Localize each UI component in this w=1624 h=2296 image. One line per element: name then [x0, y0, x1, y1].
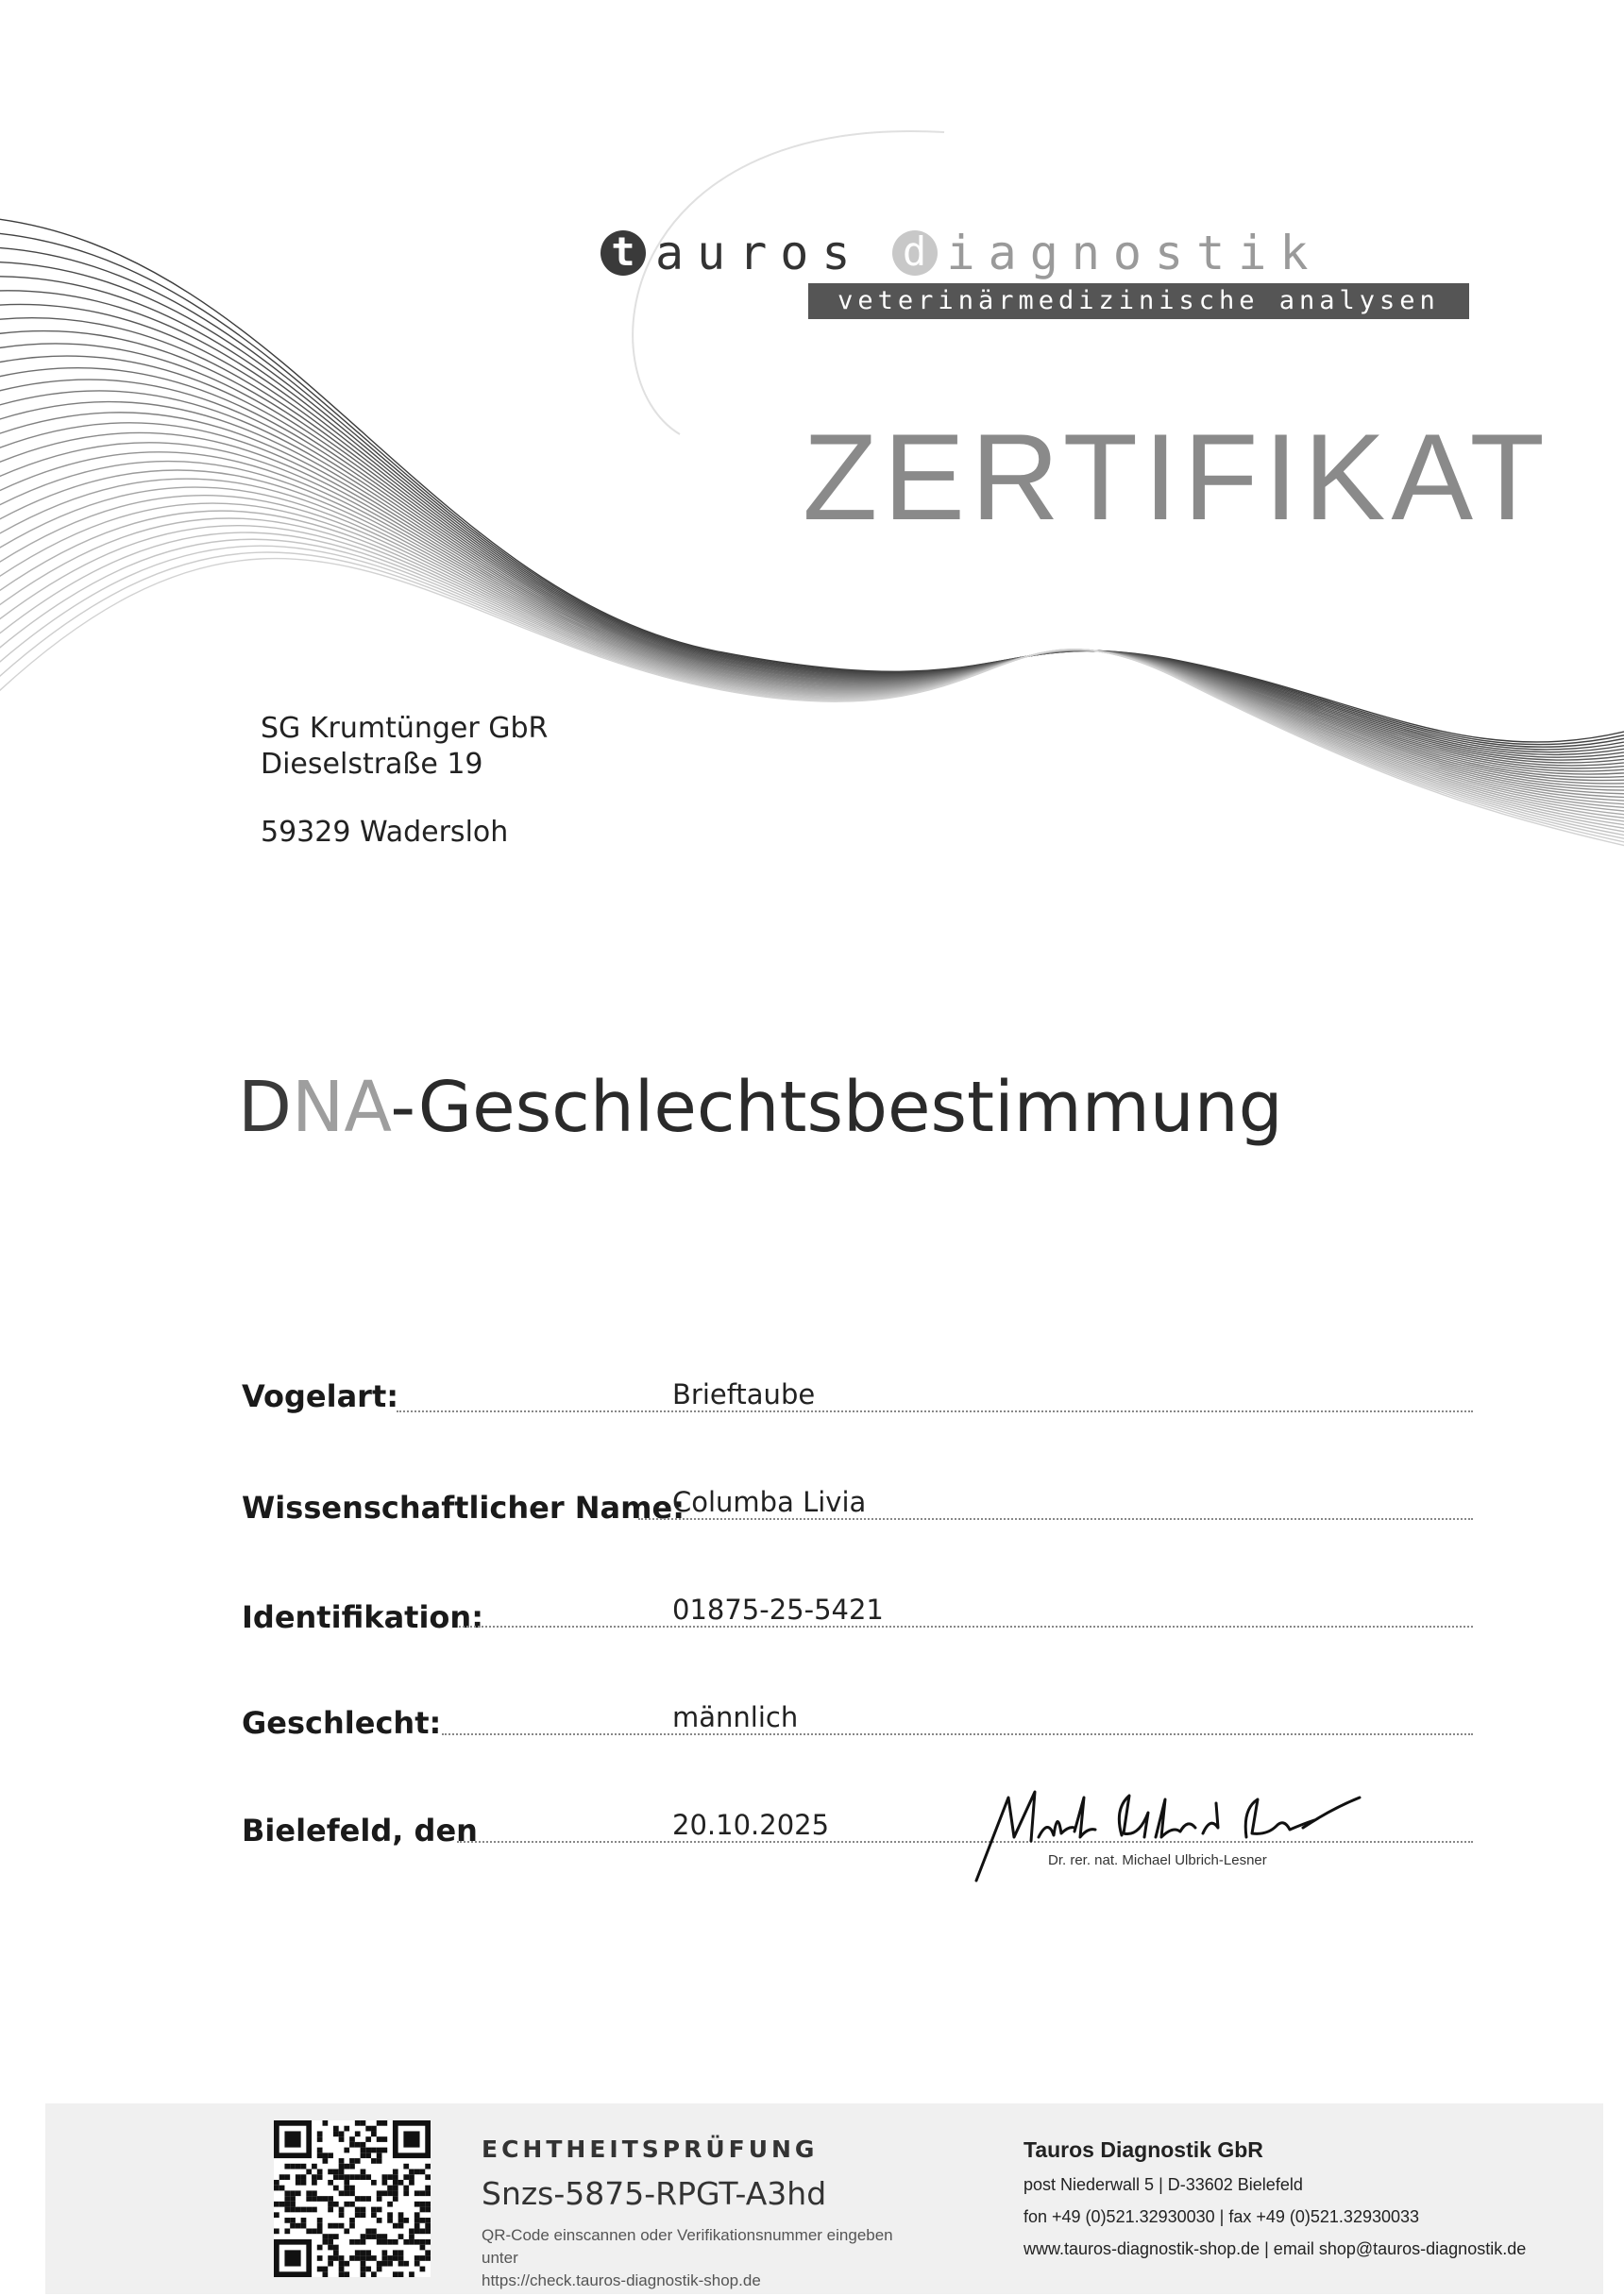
heading-d: D	[238, 1067, 292, 1148]
logo-d-badge: d	[892, 230, 938, 276]
document-heading	[238, 1067, 1283, 1148]
recipient-street: Dieselstraße 19	[261, 748, 483, 781]
certificate-title: ZERTIFIKAT	[803, 408, 1550, 546]
wave-line	[0, 503, 1624, 819]
verification-code: Snzs-5875-RPGT-A3hd	[482, 2175, 827, 2212]
company-logo	[601, 225, 1321, 281]
value-geschlecht: männlich	[672, 1701, 799, 1733]
logo-t-badge: t	[601, 230, 646, 276]
recipient-city: 59329 Wadersloh	[261, 816, 509, 849]
value-identifikation: 01875-25-5421	[672, 1594, 884, 1626]
company-web-email[interactable]: www.tauros-diagnostik-shop.de | email shop@tauros-diagnostik.de	[1023, 2239, 1527, 2258]
label-identifikation: Identifikation:	[242, 1599, 483, 1635]
label-wissenschaftlicher-name: Wissenschaftlicher Name:	[242, 1490, 685, 1526]
label-vogelart: Vogelart:	[242, 1378, 399, 1414]
company-phone-fax: fon +49 (0)521.32930030 | fax +49 (0)521.32930033	[1023, 2207, 1420, 2226]
company-post-address: post Niederwall 5 | D-33602 Bielefeld	[1023, 2175, 1303, 2194]
dotted-line-wiss-name	[638, 1518, 1473, 1520]
value-vogelart: Brieftaube	[672, 1378, 816, 1410]
logo-tagline: veterinärmedizinische analysen	[808, 283, 1469, 319]
dotted-line-geschlecht	[442, 1733, 1473, 1735]
company-name: Tauros Diagnostik GbR	[1023, 2137, 1263, 2162]
recipient-name: SG Krumtünger GbR	[261, 712, 549, 745]
verification-qr-code[interactable]	[274, 2120, 431, 2277]
label-geschlecht: Geschlecht:	[242, 1705, 442, 1741]
authenticity-check-title: ECHTHEITSPRÜFUNG	[482, 2136, 819, 2163]
label-ort-datum: Bielefeld, den	[242, 1813, 478, 1849]
logo-word-diagnostik: iagnostik	[946, 226, 1322, 280]
heading-rest: -Geschlechtsbestimmung	[390, 1067, 1283, 1148]
dotted-line-vogelart	[397, 1410, 1473, 1412]
value-wissenschaftlicher-name: Columba Livia	[672, 1486, 867, 1518]
heading-na: NA	[291, 1067, 391, 1148]
signer-name: Dr. rer. nat. Michael Ulbrich-Lesner	[1048, 1852, 1267, 1868]
logo-word-tauros: auros	[655, 226, 864, 280]
verification-url[interactable]: https://check.tauros-diagnostik-shop.de	[482, 2271, 761, 2289]
wave-line	[0, 559, 1624, 850]
dotted-line-identifikation	[459, 1626, 1473, 1628]
verification-hint	[482, 2224, 897, 2292]
verification-hint-text: QR-Code einscannen oder Verifikationsnummer eingeben unter	[482, 2226, 893, 2267]
value-datum: 20.10.2025	[672, 1809, 830, 1841]
